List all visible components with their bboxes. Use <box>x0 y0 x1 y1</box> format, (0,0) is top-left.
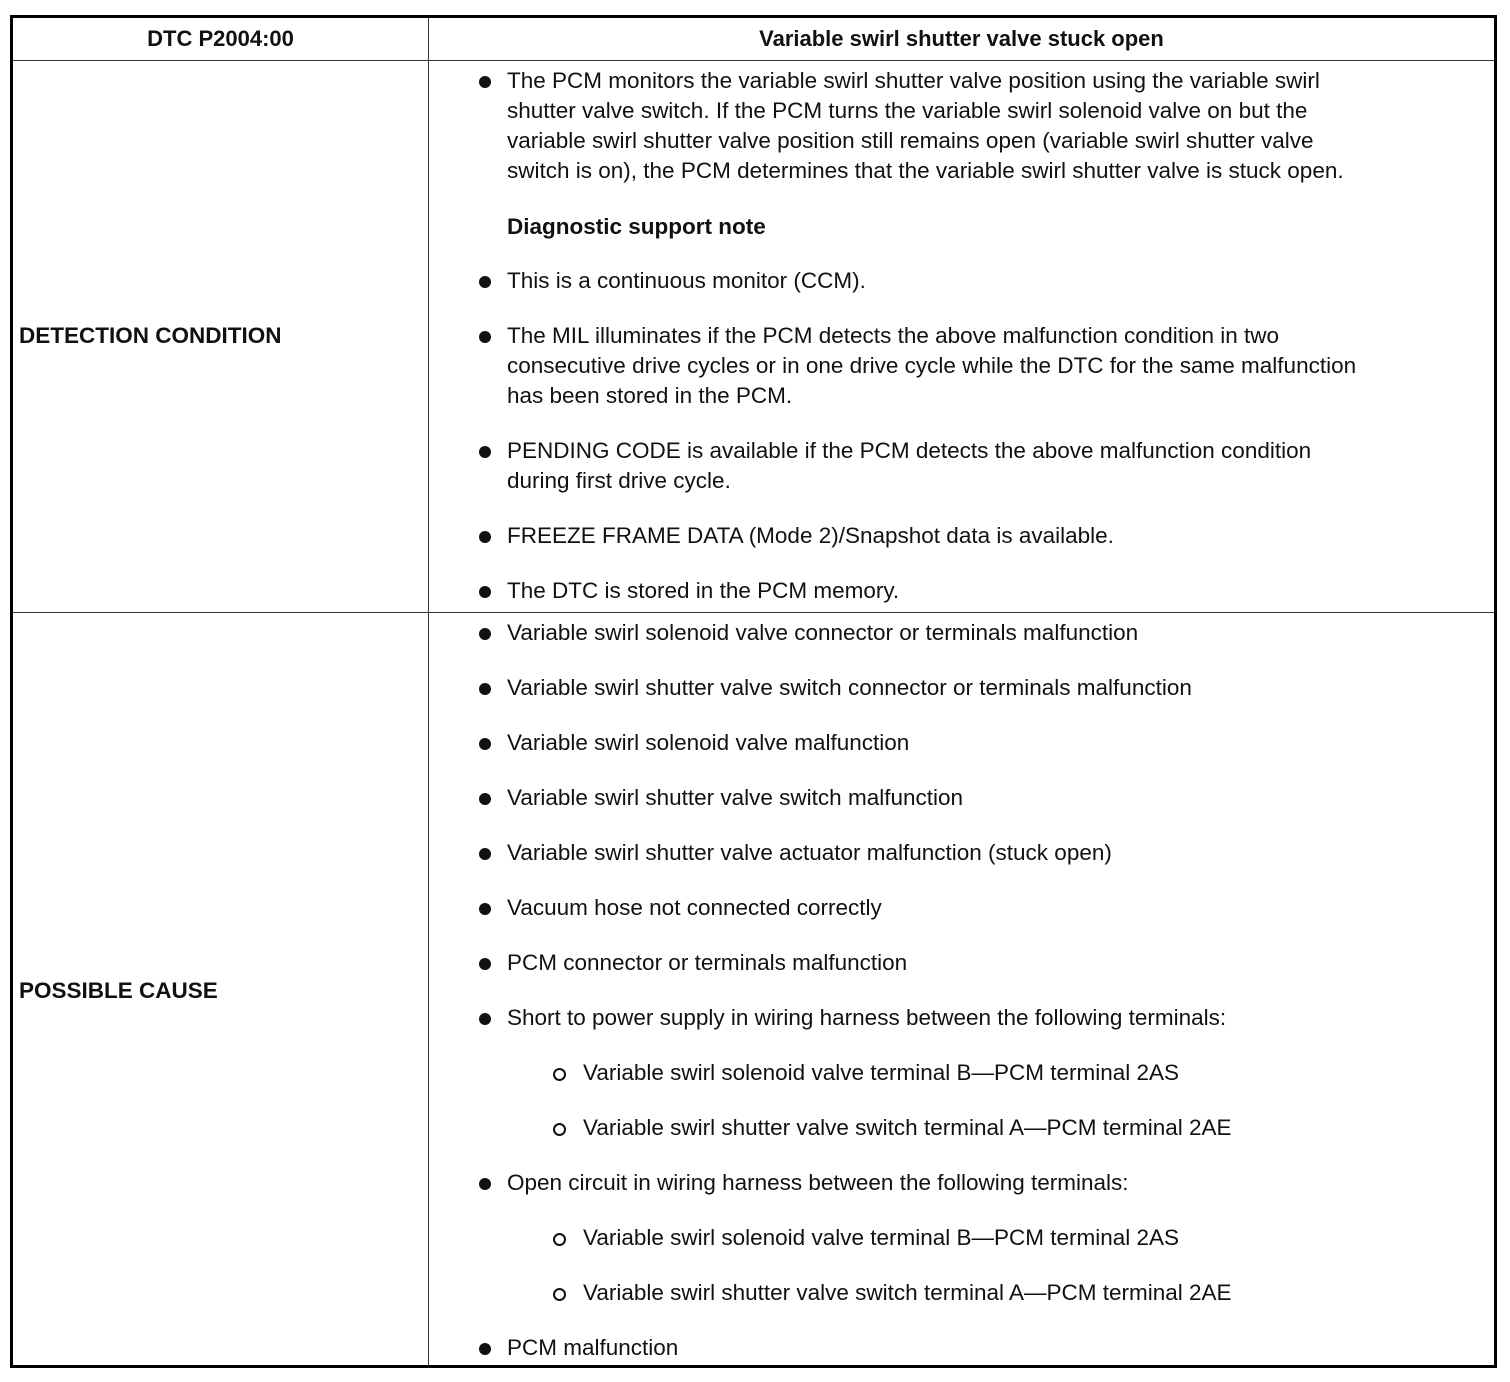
cause-item <box>507 838 1112 868</box>
cause-item <box>507 1168 1129 1198</box>
open-circle-bullet-icon <box>553 1233 566 1246</box>
bullet-icon <box>479 1343 491 1355</box>
detection-note <box>507 521 1477 551</box>
detection-note-text: The DTC is stored in the PCM memory. <box>507 578 900 603</box>
open-circle-bullet-icon <box>553 1288 566 1301</box>
bullet-icon <box>479 1013 491 1025</box>
bullet-icon <box>479 531 491 543</box>
bullet-icon <box>479 586 491 598</box>
cause-item <box>507 728 909 758</box>
cause-item <box>507 1003 1226 1033</box>
cause-item-text: Variable swirl shutter valve actuator malfunction (stuck open) <box>507 840 1112 865</box>
cause-item <box>507 783 963 813</box>
dtc-code: DTC P2004:00 <box>147 26 294 51</box>
cause-sub-item <box>583 1278 1232 1308</box>
cause-item-text: Variable swirl solenoid valve malfunction <box>507 730 910 755</box>
cause-item <box>507 673 1192 703</box>
cause-item-text: PCM connector or terminals malfunction <box>507 950 908 975</box>
detection-note-text: FREEZE FRAME DATA (Mode 2)/Snapshot data is available. <box>507 523 1114 548</box>
cause-sub-item <box>583 1113 1232 1143</box>
cause-sub-item <box>583 1223 1179 1253</box>
detection-note <box>507 436 1477 496</box>
bullet-icon <box>479 738 491 750</box>
detection-intro-text: The PCM monitors the variable swirl shutter valve position using the variable swirl shutter valve switch. If the PCM turns the variable swirl solenoid valve on but the variable swirl shutter valve position still remains open (variable swirl shutter valve switch is on), the PCM determines that the variable swirl shutter valve is stuck open. <box>507 68 1344 183</box>
cause-item-text: PCM malfunction <box>507 1335 679 1360</box>
bullet-icon <box>479 793 491 805</box>
cause-item-text: Vacuum hose not connected correctly <box>507 895 882 920</box>
dtc-table <box>10 15 1497 1368</box>
cause-item-text: Variable swirl shutter valve switch malfunction <box>507 785 964 810</box>
cause-item-text: Variable swirl shutter valve switch connector or terminals malfunction <box>507 675 1192 700</box>
bullet-icon <box>479 446 491 458</box>
detection-intro <box>507 66 1477 186</box>
dtc-title: Variable swirl shutter valve stuck open <box>759 26 1164 51</box>
detection-note-text: This is a continuous monitor (CCM). <box>507 268 866 293</box>
cause-sub-item-text: Variable swirl solenoid valve terminal B—PCM terminal 2AS <box>583 1060 1180 1085</box>
bullet-icon <box>479 76 491 88</box>
detection-note-text: The MIL illuminates if the PCM detects the above malfunction condition in two consecutive drive cycles or in one drive cycle while the DTC for the same malfunction has been stored in the PCM. <box>507 323 1357 408</box>
bullet-icon <box>479 903 491 915</box>
column-divider <box>428 18 429 1365</box>
cause-sub-item-text: Variable swirl solenoid valve terminal B—PCM terminal 2AS <box>583 1225 1180 1250</box>
open-circle-bullet-icon <box>553 1068 566 1081</box>
bullet-icon <box>479 628 491 640</box>
detection-note <box>507 321 1477 411</box>
cause-item-text: Short to power supply in wiring harness between the following terminals: <box>507 1005 1227 1030</box>
detection-note <box>507 576 1477 606</box>
bullet-icon <box>479 331 491 343</box>
cause-sub-item-text: Variable swirl shutter valve switch terminal A—PCM terminal 2AE <box>583 1280 1232 1305</box>
possible-cause-label: POSSIBLE CAUSE <box>19 978 218 1003</box>
open-circle-bullet-icon <box>553 1123 566 1136</box>
cause-item-text: Open circuit in wiring harness between the following terminals: <box>507 1170 1129 1195</box>
cause-item <box>507 618 1138 648</box>
cause-item <box>507 893 882 923</box>
detection-condition-label: DETECTION CONDITION <box>19 323 282 348</box>
bullet-icon <box>479 1178 491 1190</box>
cause-sub-item-text: Variable swirl shutter valve switch terminal A—PCM terminal 2AE <box>583 1115 1232 1140</box>
row-divider <box>13 612 1494 613</box>
cause-item <box>507 1333 678 1363</box>
cause-item <box>507 948 907 978</box>
diagnostic-support-note-heading: Diagnostic support note <box>507 214 766 239</box>
detection-note-text: PENDING CODE is available if the PCM detects the above malfunction condition during first drive cycle. <box>507 438 1312 493</box>
bullet-icon <box>479 958 491 970</box>
detection-note <box>507 266 1477 296</box>
bullet-icon <box>479 276 491 288</box>
bullet-icon <box>479 683 491 695</box>
bullet-icon <box>479 848 491 860</box>
header-divider <box>13 60 1494 61</box>
cause-sub-item <box>583 1058 1179 1088</box>
cause-item-text: Variable swirl solenoid valve connector or terminals malfunction <box>507 620 1139 645</box>
